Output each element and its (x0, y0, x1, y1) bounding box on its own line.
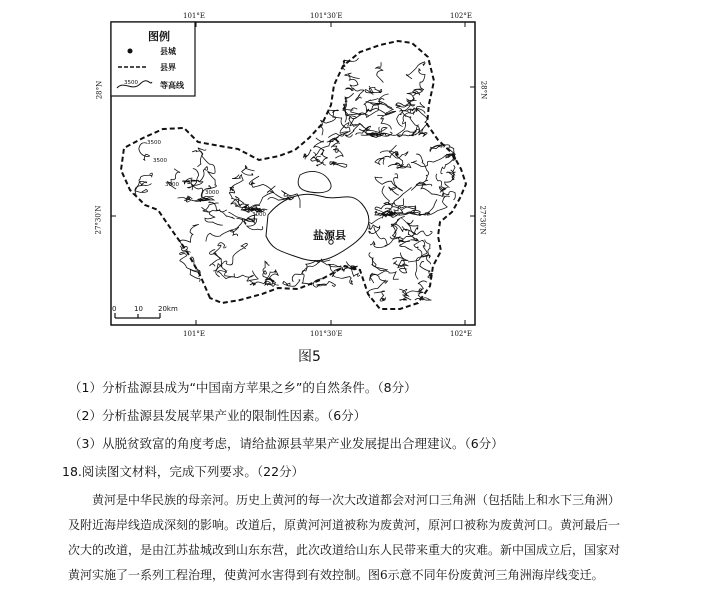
left-tick-28: 28°N (95, 80, 104, 100)
scale-zero: 0 (112, 305, 117, 313)
contour-line (401, 218, 432, 235)
contour-line (389, 174, 403, 195)
contour-line (283, 280, 300, 287)
contour-line (228, 212, 254, 236)
contour-line (394, 206, 415, 211)
contour-line (369, 252, 387, 283)
contour-line (369, 215, 383, 234)
bottom-tick-101-30: 101°30′E (310, 330, 343, 338)
contour-line (343, 58, 359, 70)
contour-line (329, 137, 339, 143)
contour-line (396, 101, 417, 108)
contour-line (314, 138, 328, 165)
top-tick-101: 101°E (183, 12, 205, 20)
contour-line (242, 166, 255, 176)
contour-line (411, 182, 432, 190)
contour-line (408, 241, 427, 262)
contour-line (375, 151, 398, 164)
paragraph-line: 黄河是中华民族的母亲河。历史上黄河的每一次大改道都会对河口三角洲（包括陆上和水下三角洲） (68, 493, 621, 507)
contour-line (394, 224, 419, 241)
contour-line (218, 265, 235, 279)
legend-title: 图例 (148, 30, 170, 43)
legend-contour-label: 等高线 (160, 81, 184, 90)
paragraph-line: 黄河实施了一系列工程治理，使黄河水害得到有效控制。图6示意不同年份废黄河三角洲海岸线变迁。 (68, 568, 604, 582)
contour-line (263, 261, 274, 281)
contour-line (311, 156, 323, 166)
contour-line (330, 162, 347, 168)
contour-line (416, 154, 428, 181)
contour-line (372, 257, 398, 279)
question-2: （2）分析盐源县发展苹果产业的限制性因素。（6分） (69, 408, 367, 423)
contour-line (320, 110, 338, 135)
question-18-heading: 18.阅读图文材料，完成下列要求。（22分） (62, 464, 305, 479)
question-3: （3）从脱贫致富的角度考虑，请给盐源县苹果产业发展提出合理建议。（6分） (69, 436, 504, 451)
right-tick-28: 28°N (479, 80, 488, 100)
county-seat-symbol (128, 49, 133, 54)
contour-line (303, 150, 311, 160)
scale-twenty: 20km (158, 305, 178, 313)
contour-line (332, 143, 344, 158)
bottom-tick-102: 102°E (450, 330, 472, 338)
contour-line (180, 224, 199, 250)
contour-line (353, 88, 364, 100)
contour-line (314, 141, 333, 156)
contour-line (178, 196, 192, 202)
contour-line (345, 73, 360, 91)
paragraph-line: 及附近海岸线造成深刻的影响。改道后，原黄河河道被称为废黄河，原河口被称为废黄河口。黄河最后一 (68, 518, 621, 532)
paragraph-line: 次大的改道，是由江苏盐城改到山东东营，此次改道给山东人民带来重大的灾难。新中国成立后，国家对 (68, 543, 621, 557)
contour-line (394, 253, 409, 268)
contour-label: 3500 (153, 158, 167, 164)
contour-line (447, 166, 455, 180)
contour-line (414, 68, 426, 90)
contour-line (313, 279, 335, 287)
legend-county-seat-label: 县城 (160, 47, 176, 56)
contour-line (248, 176, 273, 209)
contour-line (360, 98, 378, 116)
figure-caption: 图5 (298, 349, 321, 365)
contour-line (180, 252, 201, 277)
contour-line (406, 62, 425, 79)
question-1: （1）分析盐源县成为“中国南方苹果之乡”的自然条件。（8分） (69, 380, 417, 395)
contour-line (416, 240, 430, 280)
contour-line (374, 291, 386, 301)
contour-label: 3000 (252, 212, 266, 218)
contour-line (375, 62, 383, 82)
right-tick-27-30: 27°30′N (478, 205, 487, 235)
bottom-tick-101: 101°E (183, 330, 205, 338)
top-tick-102: 102°E (450, 12, 472, 20)
scale-bar (115, 313, 160, 318)
scale-ten: 10 (134, 305, 143, 313)
contour-line (421, 180, 455, 200)
contour-label: 3000 (205, 190, 219, 196)
legend-county-boundary-label: 县界 (160, 63, 176, 72)
left-tick-27-30: 27°30′N (94, 205, 103, 235)
top-tick-101-30: 101°30′E (310, 12, 343, 20)
legend-contour-value: 3500 (124, 80, 138, 86)
county-name-label: 盐源县 (313, 229, 346, 242)
contour-label: 3500 (147, 140, 161, 146)
contour-label: 3000 (165, 182, 179, 188)
contour-line (225, 270, 254, 281)
contour-line (365, 86, 382, 95)
contour-line (379, 99, 394, 116)
